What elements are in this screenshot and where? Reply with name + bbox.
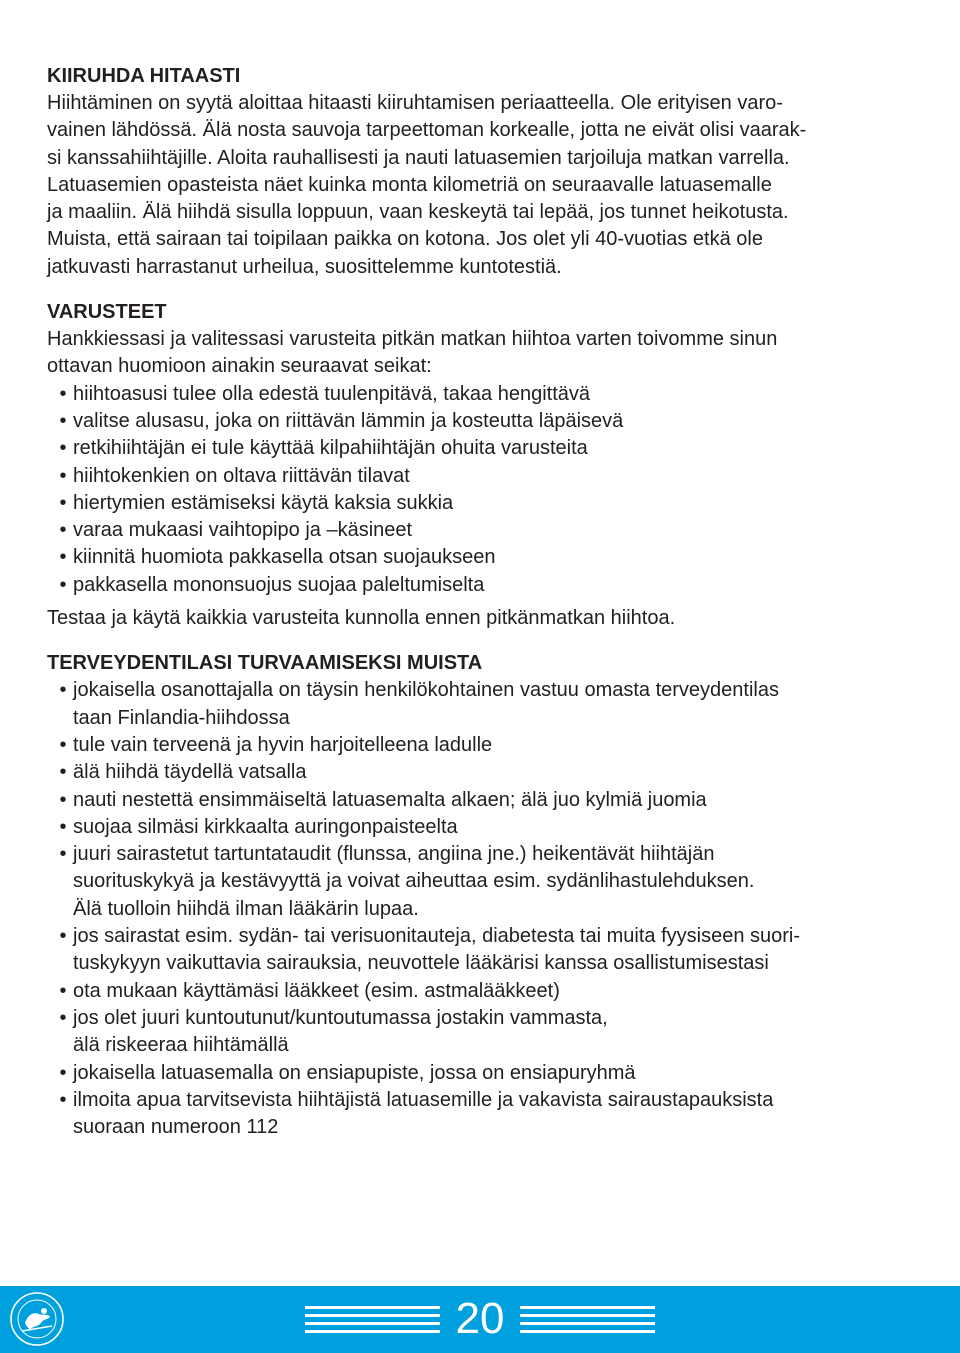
bullet-icon: • [59,925,67,948]
list-item-text: hiertymien estämiseksi käytä kaksia sukkia [73,491,454,514]
list-item-text: ilmoita apua tarvitsevista hiihtäjistä latuasemille ja vakavista sairaustapauksista [73,1088,774,1111]
list-item-text: suojaa silmäsi kirkkaalta auringonpaisteelta [73,815,458,838]
list-item [47,759,907,786]
bullet-icon: • [59,815,67,838]
finlandia-hiihto-logo-icon [8,1290,66,1348]
page-number: 20 [455,1294,505,1343]
list-item [47,572,907,599]
list-item-text: jos olet juuri kuntoutunut/kuntoutumassa jostakin vammasta, [73,1006,608,1029]
list-item [47,787,907,814]
bullet-icon: • [59,1061,67,1084]
list-item-text: ota mukaan käyttämäsi lääkkeet (esim. astmalääkkeet) [73,979,560,1002]
bullet-icon: • [59,382,67,405]
list-item [47,517,907,544]
list-item-text: kiinnitä huomiota pakkasella otsan suojaukseen [73,546,496,569]
paragraph-line: jatkuvasti harrastanut urheilua, suosittelemme kuntotestiä. [47,255,562,278]
equipment-list [47,381,907,599]
list-item [47,841,907,923]
bullet-icon: • [59,409,67,432]
list-item-continuation: suoraan numeroon 112 [73,1116,279,1139]
paragraph-line: ja maaliin. Älä hiihdä sisulla loppuun, vaan keskeytä tai lepää, jos tunnet heikotusta. [47,201,789,224]
bullet-icon: • [59,761,67,784]
list-item-text: älä hiihdä täydellä vatsalla [73,761,307,784]
list-item [47,463,907,490]
list-item-text: jos sairastat esim. sydän- tai verisuonitauteja, diabetesta tai muita fyysiseen suori- [73,925,801,948]
list-item [47,923,907,978]
list-item-continuation: taan Finlandia-hiihdossa [73,706,290,729]
bullet-icon: • [59,573,67,596]
bullet-icon: • [59,464,67,487]
list-item-continuation: suorituskykyä ja kestävyyttä ja voivat aiheuttaa esim. sydänlihastulehduksen. [73,870,755,893]
paragraph-line: ottavan huomioon ainakin seuraavat seikat: [47,355,432,378]
list-item-continuation: älä riskeeraa hiihtämällä [73,1034,289,1057]
bullet-icon: • [59,679,67,702]
section-heading-terveydentila: TERVEYDENTILASI TURVAAMISEKSI MUISTA [47,652,483,675]
section-intro-varusteet [47,326,907,381]
bullet-icon: • [59,1088,67,1111]
list-item [47,732,907,759]
section-heading-varusteet: VARUSTEET [47,301,167,324]
list-item-continuation: Älä tuolloin hiihdä ilman lääkärin lupaa. [73,897,419,920]
bullet-icon: • [59,979,67,1002]
bullet-icon: • [59,733,67,756]
section-heading-kiiruhda: KIIRUHDA HITAASTI [47,65,241,87]
decorative-stripes-left [305,1306,440,1333]
bullet-icon: • [59,437,67,460]
health-list [47,677,907,1141]
list-item [47,677,907,732]
bullet-icon: • [59,491,67,514]
list-item-text: tule vain terveenä ja hyvin harjoitelleena ladulle [73,733,493,756]
bullet-icon: • [59,519,67,542]
list-item-text: hiihtokenkien on oltava riittävän tilavat [73,464,410,487]
list-item [47,408,907,435]
list-item [47,381,907,408]
list-item-text: jokaisella latuasemalla on ensiapupiste, jossa on ensiapuryhmä [73,1061,636,1084]
bullet-icon: • [59,546,67,569]
list-item [47,814,907,841]
list-item-text: hiihtoasusi tulee olla edestä tuulenpitävä, takaa hengittävä [73,382,591,405]
page-footer [0,1286,960,1353]
list-item-text: juuri sairastetut tartuntataudit (flunssa, angiina jne.) heikentävät hiihtäjän [73,843,715,866]
list-item-continuation: tuskykyyn vaikuttavia sairauksia, neuvottele lääkärisi kanssa osallistumisestasi [73,952,769,975]
list-item-text: pakkasella mononsuojus suojaa paleltumiselta [73,573,485,596]
list-item [47,490,907,517]
paragraph-line: si kanssahiihtäjille. Aloita rauhallisesti ja nauti latuasemien tarjoiluja matkan varrella. [47,146,790,169]
decorative-stripes-right [520,1306,655,1333]
list-item-text: retkihiihtäjän ei tule käyttää kilpahiihtäjän ohuita varusteita [73,437,588,460]
list-item [47,1087,907,1142]
list-item-text: valitse alusasu, joka on riittävän lämmin ja kosteutta läpäisevä [73,409,624,432]
bullet-icon: • [59,1006,67,1029]
list-item-text: jokaisella osanottajalla on täysin henkilökohtainen vastuu omasta terveydentilas [73,679,779,702]
bullet-icon: • [59,843,67,866]
bullet-icon: • [59,788,67,811]
paragraph-line: Latuasemien opasteista näet kuinka monta kilometriä on seuraavalle latuasemalle [47,173,772,196]
page-content [47,63,907,1141]
list-item [47,1060,907,1087]
paragraph-line: Hiihtäminen on syytä aloittaa hitaasti kiiruhtamisen periaatteella. Ole erityisen varo- [47,92,783,114]
closing-sentence: Testaa ja käytä kaikkia varusteita kunnolla ennen pitkänmatkan hiihtoa. [47,607,676,630]
paragraph-line: Hankkiessasi ja valitessasi varusteita pitkän matkan hiihtoa varten toivomme sinun [47,328,778,351]
section-paragraph-kiiruhda [47,90,907,281]
list-item-text: varaa mukaasi vaihtopipo ja –käsineet [73,519,413,542]
list-item [47,1005,907,1060]
list-item [47,978,907,1005]
paragraph-line: vainen lähdössä. Älä nosta sauvoja tarpeettoman korkealle, jotta ne eivät olisi vaarak- [47,119,807,142]
paragraph-line: Muista, että sairaan tai toipilaan paikka on kotona. Jos olet yli 40-vuotias etkä ole [47,228,763,251]
list-item-text: nauti nestettä ensimmäiseltä latuasemalta alkaen; älä juo kylmiä juomia [73,788,707,811]
list-item [47,544,907,571]
list-item [47,435,907,462]
